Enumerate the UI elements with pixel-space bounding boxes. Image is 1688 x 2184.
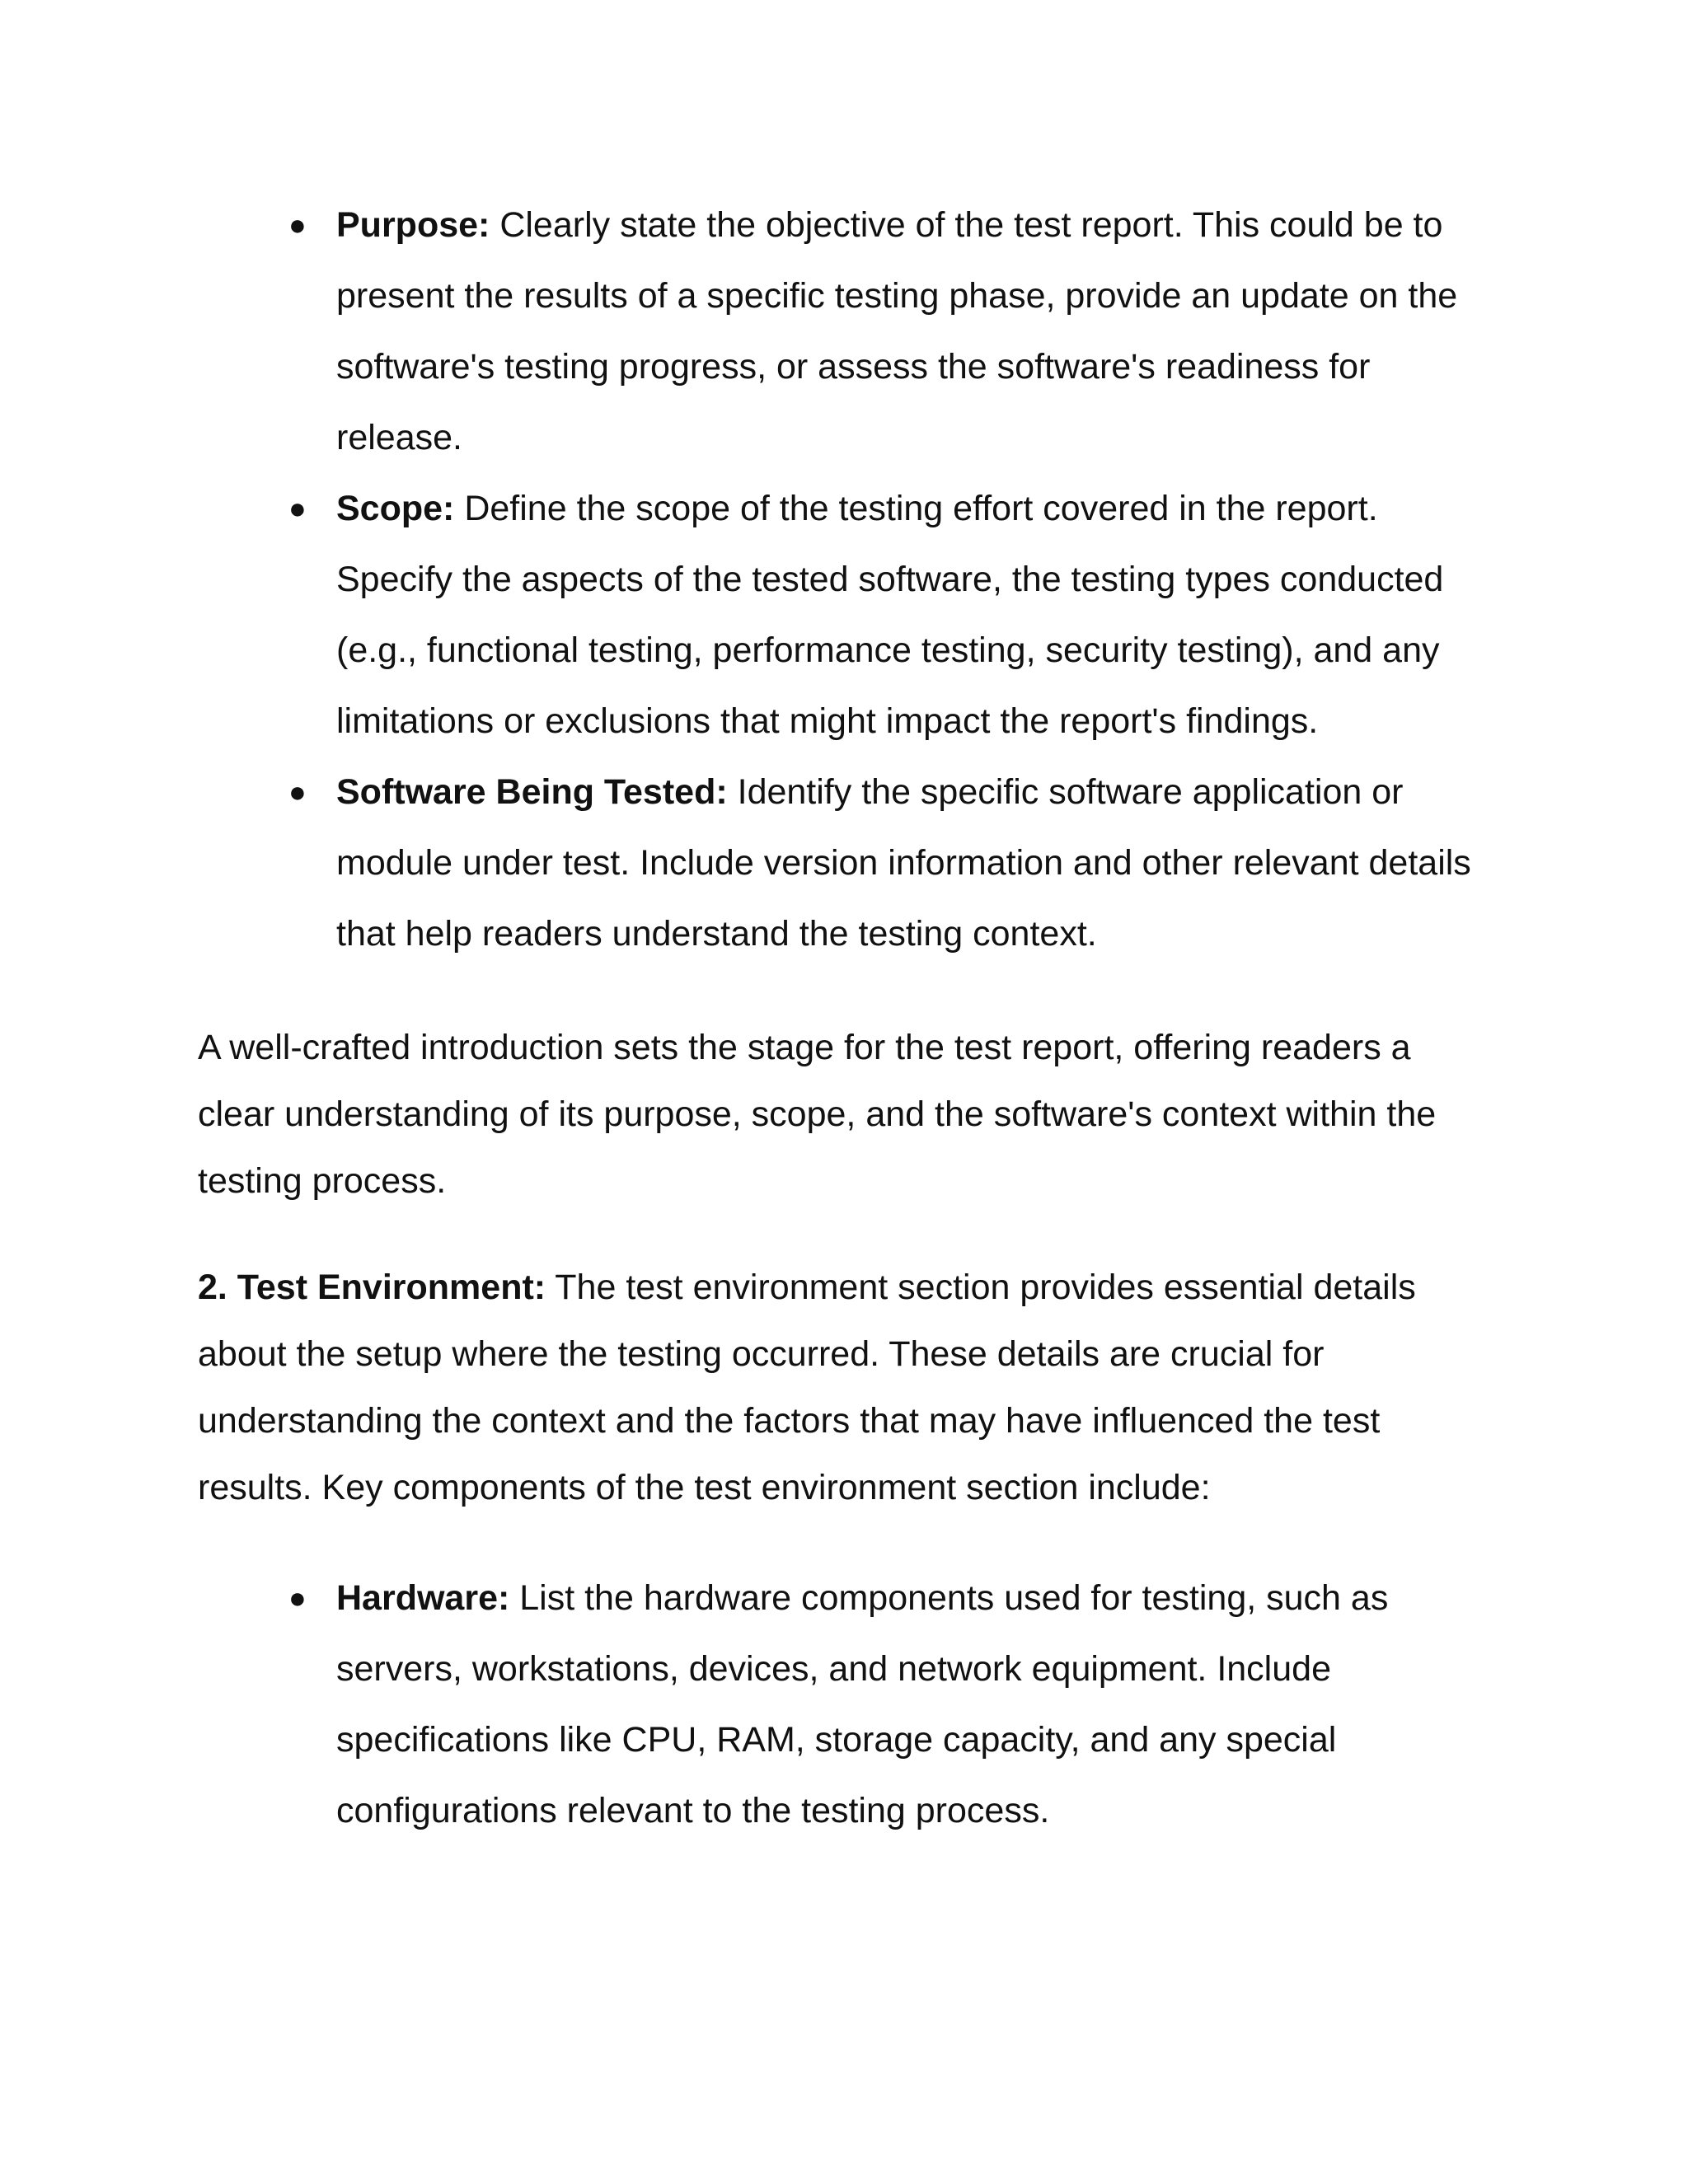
spacer <box>198 969 1492 1015</box>
test-environment-paragraph <box>198 1254 1492 1521</box>
bullet-list-intro <box>198 190 1492 969</box>
bullet-icon: ● <box>288 208 307 241</box>
list-item-purpose <box>288 190 1492 473</box>
list-item-software-being-tested <box>288 757 1492 969</box>
list-item-text: Clearly state the objective of the test report. This could be to present the results of a specific testing phase, provide an update on the software's testing progress, or assess the software's readiness for release. <box>336 205 1458 457</box>
list-item-hardware <box>288 1563 1492 1846</box>
bullet-icon: ● <box>288 1581 307 1615</box>
list-item-text: Define the scope of the testing effort covered in the report. Specify the aspects of the tested software, the testing types conducted (e.g., functional testing, performance testing, security testing), and any limitations or exclusions that might impact the report's findings. <box>336 489 1444 741</box>
list-item-scope <box>288 473 1492 757</box>
section-text: The test environment section provides essential details about the setup where the testing occurred. These details are crucial for understanding the context and the factors that may have influenced the test results. Key components of the test environment section include: <box>198 1268 1416 1507</box>
list-item-label: Purpose: <box>336 205 490 245</box>
bullet-icon: ● <box>288 491 307 525</box>
bullet-list-environment <box>198 1563 1492 1846</box>
bullet-icon: ● <box>288 775 307 808</box>
list-item-label: Hardware: <box>336 1578 510 1618</box>
list-item-label: Software Being Tested: <box>336 772 728 812</box>
section-heading: 2. Test Environment: <box>198 1268 546 1307</box>
spacer <box>198 1521 1492 1563</box>
list-item-label: Scope: <box>336 489 455 528</box>
intro-summary-paragraph: A well-crafted introduction sets the stage for the test report, offering readers a clear understanding of its purpose, scope, and the software's context within the testing process. <box>198 1028 1437 1201</box>
spacer <box>198 1215 1492 1254</box>
list-item-text: List the hardware components used for testing, such as servers, workstations, devices, and network equipment. Include specifications like CPU, RAM, storage capacity, and any special configurations relevant to the testing process. <box>336 1578 1389 1830</box>
list-item-text: Identify the specific software application or module under test. Include version information and other relevant details that help readers understand the testing context. <box>336 772 1471 954</box>
document-page <box>198 190 1492 1846</box>
